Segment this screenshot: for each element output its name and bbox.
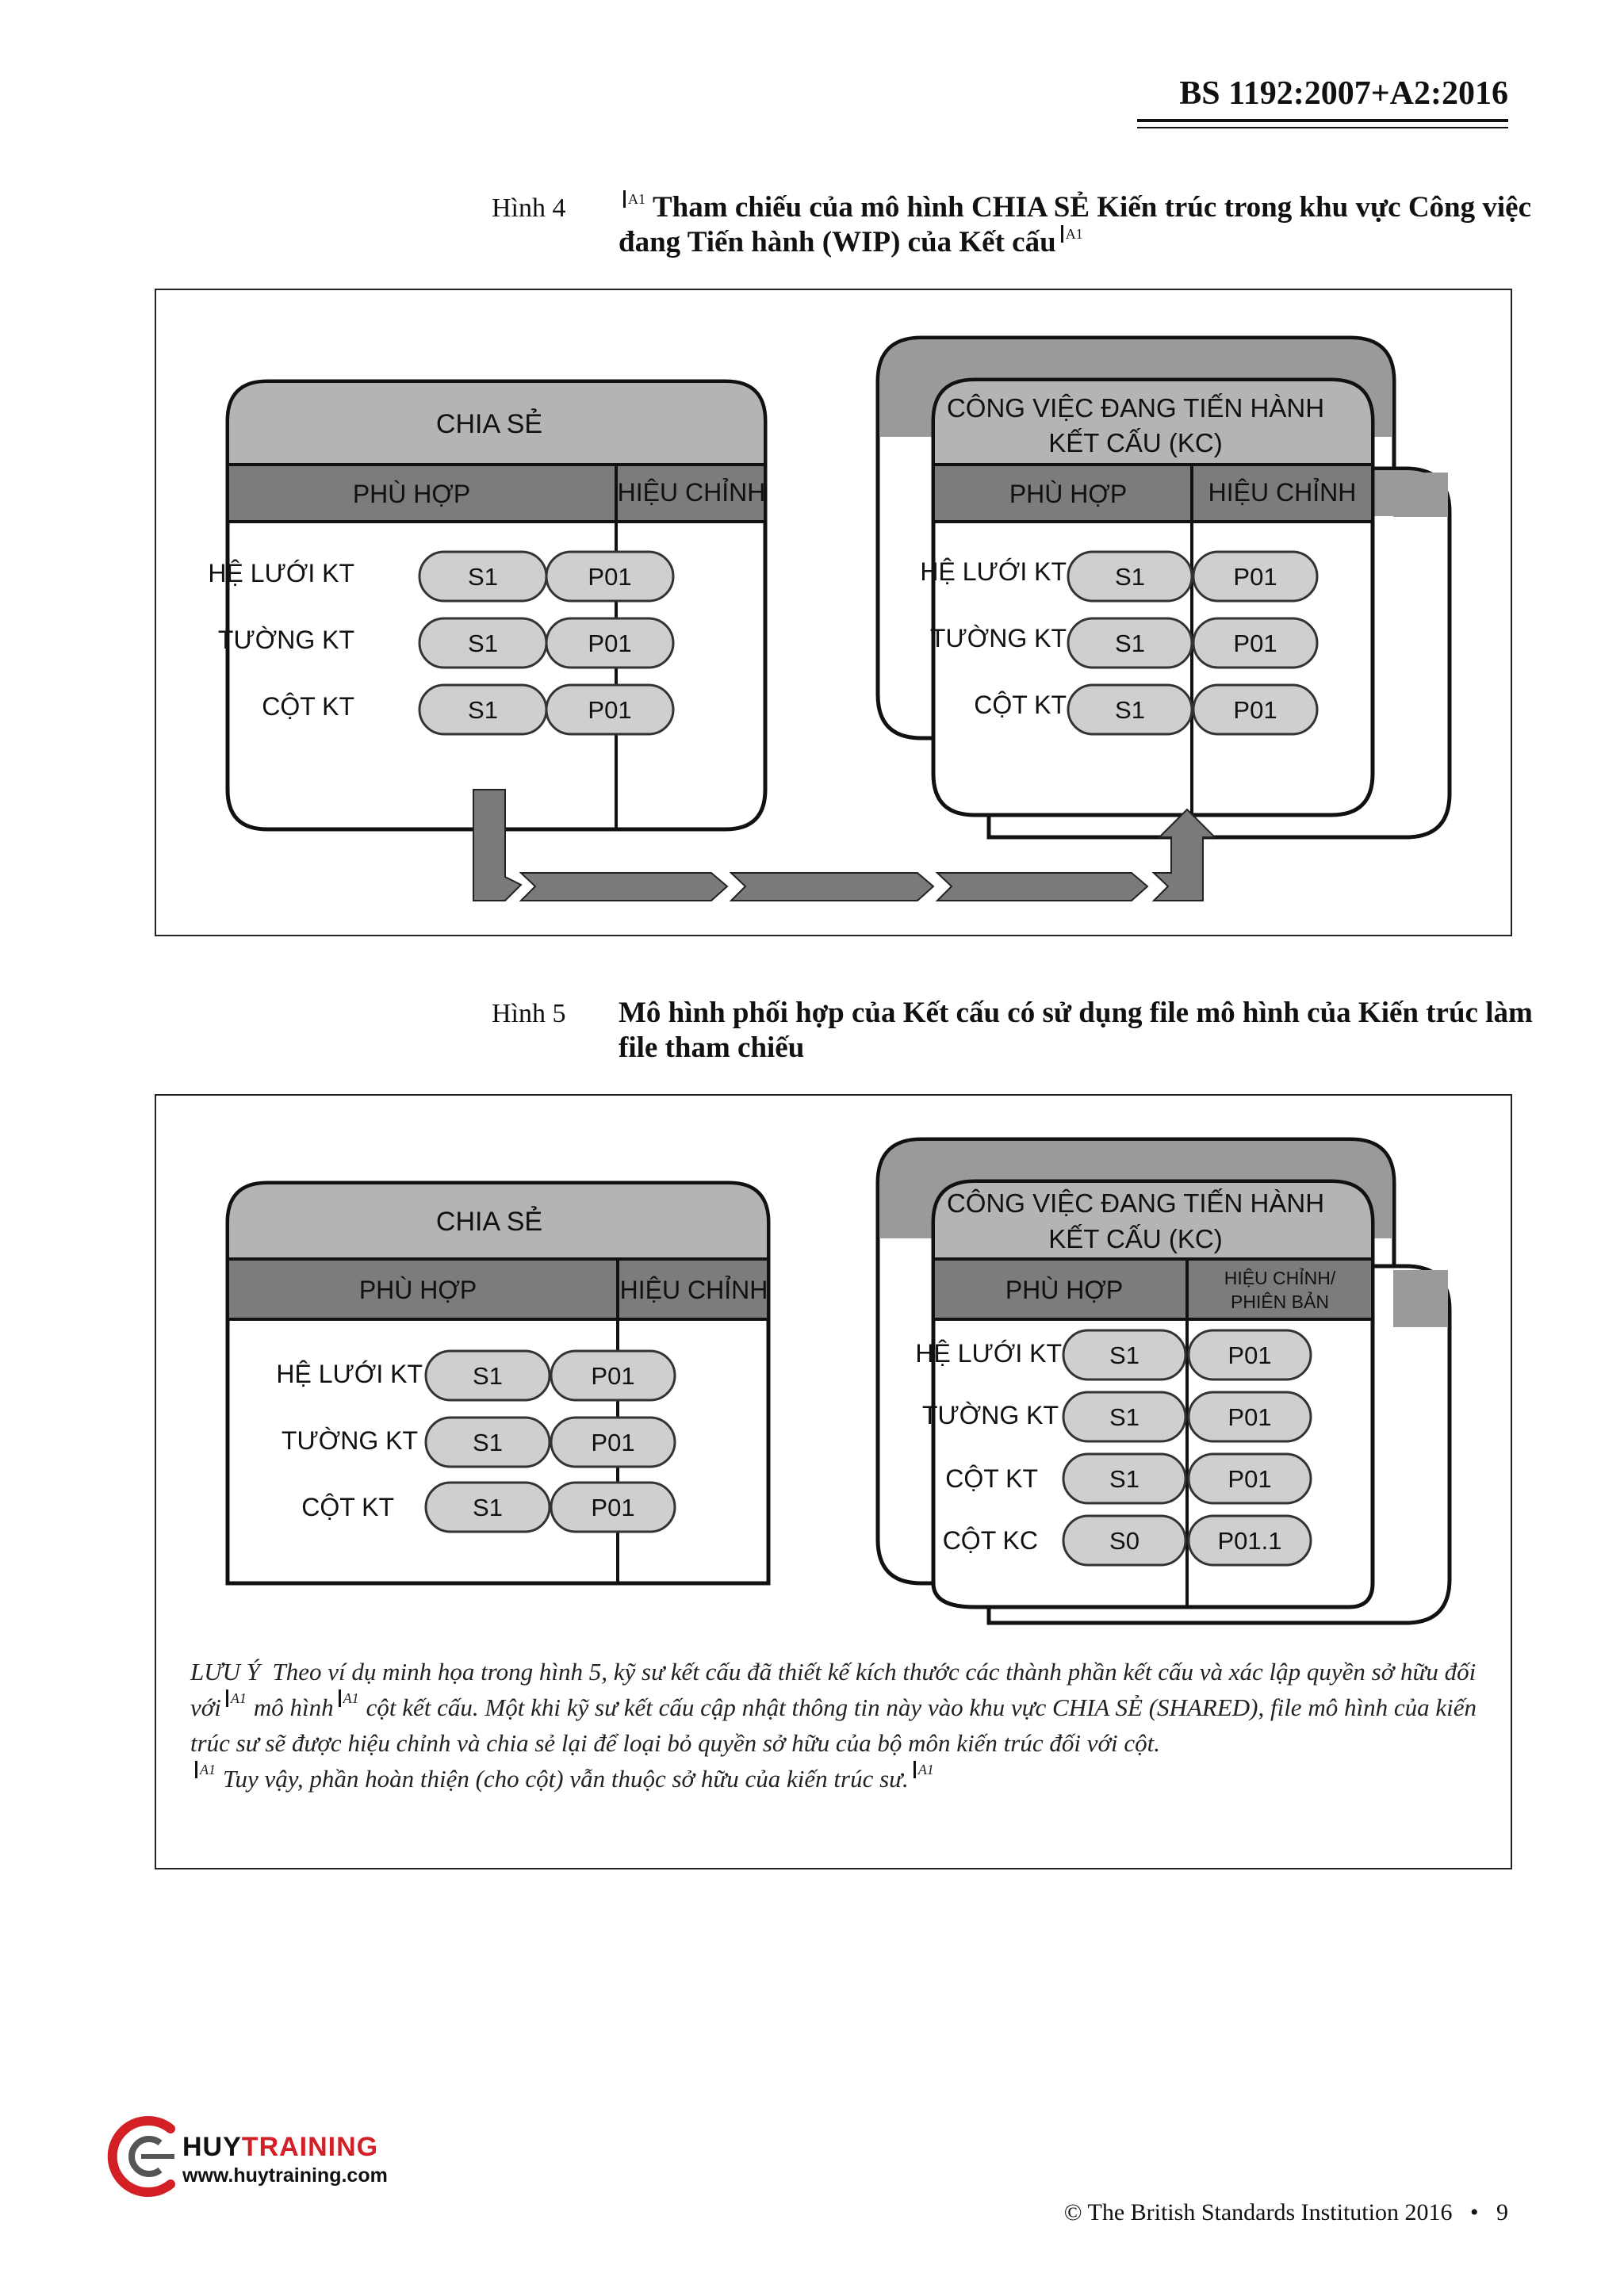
figure-4-title-text: Tham chiếu của mô hình CHIA SẺ Kiến trúc trong khu vực Công việc đang Tiến hành (WIP) của Kết cấu bbox=[619, 191, 1532, 258]
note-text: cột kết cấu. Một khi kỹ sư kết cấu cập nhật thông tin này vào khu vực CHIA SẺ (SHARED), file mô hình của kiến trúc sư sẽ được hiệu chỉnh và chia sẻ lại để loại bỏ quyền sở hữu của bộ môn kiến trúc đối với cột. bbox=[190, 1693, 1477, 1757]
amendment-mark-icon: A1 bbox=[339, 1689, 362, 1707]
row-label: CỘT KT bbox=[945, 1464, 1038, 1493]
revision-pill: P01 bbox=[1233, 696, 1277, 724]
status-pill: S1 bbox=[473, 1429, 503, 1456]
wip-panel-stack bbox=[878, 1139, 1450, 1623]
header-rule bbox=[1137, 119, 1508, 122]
row-label: HỆ LƯỚI KT bbox=[920, 557, 1067, 586]
row-label: CỘT KT bbox=[301, 1493, 394, 1521]
status-pill: S1 bbox=[468, 563, 498, 591]
shared-title: CHIA SẺ bbox=[435, 1207, 543, 1237]
figure-4-diagram bbox=[155, 289, 1512, 936]
shared-title: CHIA SẺ bbox=[435, 409, 543, 439]
conformance-header: PHÙ HỢP bbox=[1009, 480, 1128, 508]
shared-panel bbox=[208, 381, 765, 829]
revision-pill: P01 bbox=[588, 563, 632, 591]
note-paragraph-1 bbox=[190, 1654, 1483, 1761]
figure-4-label: Hình 4 bbox=[492, 193, 566, 223]
standard-number: BS 1192:2007+A2:2016 bbox=[1179, 75, 1508, 112]
amendment-mark-icon: A1 bbox=[914, 1761, 936, 1778]
revision-pill: P01 bbox=[1233, 629, 1277, 657]
copyright: © The British Standards Institution 2016 bbox=[1063, 2199, 1453, 2225]
figure-5-note bbox=[190, 1654, 1483, 1797]
revision-pill: P01 bbox=[591, 1362, 635, 1390]
revision-pill: P01 bbox=[1228, 1403, 1272, 1431]
revision-version-header-2: PHIÊN BẢN bbox=[1231, 1292, 1329, 1312]
status-pill: S1 bbox=[468, 629, 498, 657]
status-pill: S1 bbox=[1115, 563, 1145, 591]
figure-5-label: Hình 5 bbox=[492, 999, 566, 1028]
figure-4-svg bbox=[156, 290, 1511, 935]
revision-pill: P01 bbox=[1228, 1465, 1272, 1493]
note-text: Theo ví dụ minh họa trong hình 5, kỹ sư kết cấu đã thiết kế kích thước các thành phần kết cấu và xác lập quyền sở hữu đối với bbox=[190, 1658, 1477, 1721]
note-prefix: LƯU Ý bbox=[190, 1658, 260, 1686]
row-label: HỆ LƯỚI KT bbox=[915, 1339, 1062, 1368]
note-text: Tuy vậy, phần hoàn thiện (cho cột) vẫn thuộc sở hữu của kiến trúc sư. bbox=[223, 1765, 909, 1793]
shared-panel bbox=[228, 1183, 768, 1583]
revision-pill: P01 bbox=[588, 629, 632, 657]
revision-version-header-1: HIỆU CHỈNH/ bbox=[1224, 1268, 1336, 1288]
row-label: HỆ LƯỚI KT bbox=[276, 1360, 423, 1388]
row-label: CỘT KC bbox=[942, 1526, 1038, 1555]
row-label: TƯỜNG KT bbox=[921, 1401, 1059, 1429]
status-pill: S1 bbox=[1109, 1403, 1139, 1431]
header-rule-thin bbox=[1137, 127, 1508, 128]
logo-brand-accent: TRAINING bbox=[241, 2132, 379, 2162]
figure-5-svg bbox=[156, 1096, 1511, 1651]
revision-pill: P01 bbox=[1233, 563, 1277, 591]
footer-separator: • bbox=[1469, 2199, 1479, 2225]
status-pill: S0 bbox=[1109, 1527, 1139, 1555]
page-footer bbox=[1064, 2199, 1508, 2226]
row-label: HỆ LƯỚI KT bbox=[208, 559, 354, 587]
status-pill: S1 bbox=[1115, 696, 1145, 724]
figure-4-title bbox=[619, 190, 1538, 260]
wip-panel-stack bbox=[878, 338, 1450, 837]
figure-5-title: Mô hình phối hợp của Kết cấu có sử dụng file mô hình của Kiến trúc làm file tham chiếu bbox=[619, 997, 1533, 1064]
amendment-mark-icon: A1 bbox=[1061, 225, 1086, 243]
revision-pill: P01 bbox=[1228, 1341, 1272, 1369]
status-pill: S1 bbox=[1109, 1341, 1139, 1369]
logo-text bbox=[182, 2132, 388, 2187]
revision-pill: P01 bbox=[591, 1494, 635, 1521]
amendment-mark-icon: A1 bbox=[623, 190, 648, 208]
note-text: mô hình bbox=[253, 1693, 334, 1721]
status-pill: S1 bbox=[1115, 629, 1145, 657]
note-paragraph-2 bbox=[190, 1761, 1483, 1797]
conformance-header: PHÙ HỢP bbox=[352, 480, 471, 508]
row-label: CỘT KT bbox=[974, 691, 1067, 719]
status-pill: S1 bbox=[473, 1362, 503, 1390]
row-label: TƯỜNG KT bbox=[281, 1426, 418, 1455]
wip-title-line2: KẾT CẤU (KC) bbox=[1048, 428, 1223, 457]
logo-url[interactable]: www.huytraining.com bbox=[182, 2164, 388, 2187]
logo-brand: HUYTRAINING bbox=[182, 2132, 379, 2162]
revision-pill: P01.1 bbox=[1217, 1527, 1282, 1555]
conformance-header: PHÙ HỢP bbox=[1005, 1276, 1124, 1304]
status-pill: S1 bbox=[473, 1494, 503, 1521]
conformance-header: PHÙ HỢP bbox=[358, 1276, 477, 1304]
revision-header: HIỆU CHỈNH bbox=[617, 478, 766, 507]
wip-title-line1: CÔNG VIỆC ĐANG TIẾN HÀNH bbox=[946, 393, 1325, 423]
wip-title-line1: CÔNG VIỆC ĐANG TIẾN HÀNH bbox=[946, 1188, 1325, 1218]
wip-title-line2: KẾT CẤU (KC) bbox=[1048, 1224, 1223, 1253]
revision-header: HIỆU CHỈNH bbox=[1208, 478, 1357, 507]
revision-header: HIỆU CHỈNH bbox=[619, 1276, 768, 1304]
revision-pill: P01 bbox=[591, 1429, 635, 1456]
amendment-mark-icon: A1 bbox=[195, 1761, 218, 1778]
revision-pill: P01 bbox=[588, 696, 632, 724]
row-label: TƯỜNG KT bbox=[929, 624, 1067, 652]
page-number: 9 bbox=[1496, 2199, 1508, 2225]
status-pill: S1 bbox=[468, 696, 498, 724]
row-label: CỘT KT bbox=[262, 692, 354, 721]
status-pill: S1 bbox=[1109, 1465, 1139, 1493]
row-label: TƯỜNG KT bbox=[217, 626, 354, 654]
amendment-mark-icon: A1 bbox=[226, 1689, 249, 1707]
